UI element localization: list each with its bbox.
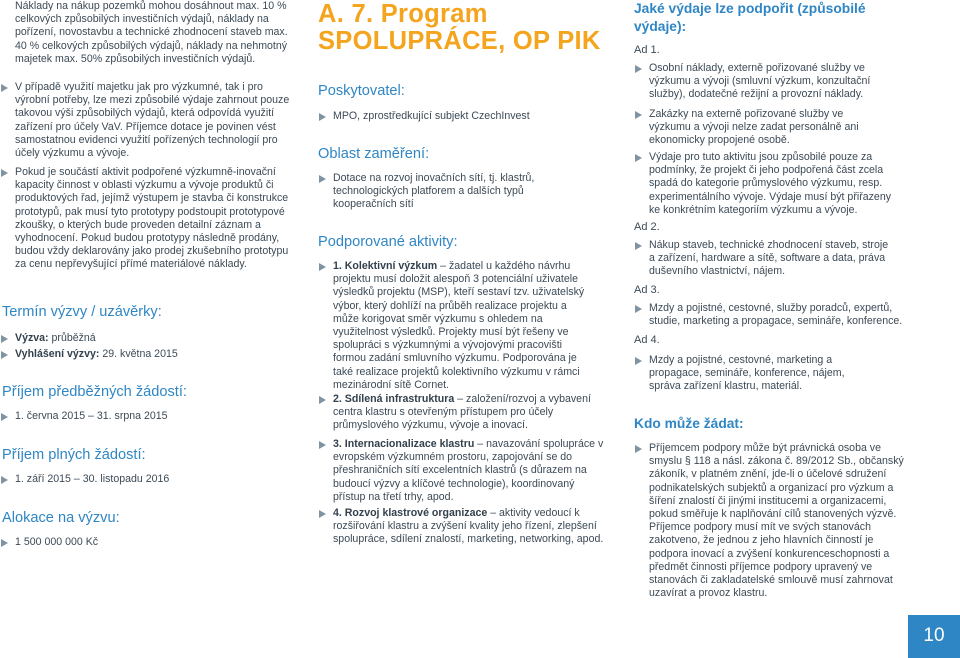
activity-2 (318, 393, 593, 433)
activity-3-text: – navazování spolupráce v evropském výzkumném prostoru, zapojování se do přeshraničních sítí excelentních klastrů (s důrazem na budoucí výzvy a klíčové technologie), koordinovaný přístup na třetí trhy, apod. (333, 438, 604, 503)
ad3-bullet-1: Mzdy a pojistné, cestovné, služby poradců, expertů, studie, marketing a propagace, semináře, konference. (634, 302, 919, 328)
page-number-box (908, 615, 960, 658)
item-poskytovatel: MPO, zprostředkující subjekt CzechInvest (318, 110, 613, 123)
ad2-label: Ad 2. (634, 221, 660, 233)
item-plne-date: 1. září 2015 – 30. listopadu 2016 (0, 473, 290, 486)
heading-poskytovatel: Poskytovatel: (318, 83, 405, 99)
heading-plne: Příjem plných žádostí: (2, 447, 146, 463)
ad3-label: Ad 3. (634, 284, 660, 296)
ad2-bullet-1: Nákup staveb, technické zhodnocení staveb, stroje a zařízení, hardware a sítě, software a data, práva duševního vlastnictví, nájem. (634, 239, 889, 279)
program-title-line2: SPOLUPRÁCE, OP PIK (318, 27, 601, 55)
heading-vydaje: Jaké výdaje lze podpořit (způsobilé výdaje): (634, 1, 866, 34)
activity-4-text: – aktivity vedoucí k rozšiřování klastru a zvýšení kvality jeho řízení, zlepšení spolupráce, sdílení znalostí, marketing, networking, apod. (333, 507, 604, 546)
program-title-line1: A. 7. Program (318, 0, 488, 28)
vyhlaseni-label: Vyhlášení výzvy: (15, 348, 100, 360)
heading-predbezne: Příjem předběžných žádostí: (2, 384, 187, 400)
item-vyhlaseni (0, 348, 290, 361)
ad1-bullet-1: Osobní náklady, externě pořizované služby ve výzkumu a vývoji (smluvní výzkum, konzultační služby), dodatečné režijní a provozní náklady. (634, 62, 899, 102)
heading-aktivity: Podporované aktivity: (318, 234, 458, 250)
page-number: 10 (923, 625, 945, 646)
ad1-bullet-2: Zakázky na externě pořizované služby ve výzkumu a vývoji nelze zadat personálně ani ekonomicky propojené osobě. (634, 108, 879, 148)
activity-1 (318, 260, 593, 392)
heading-kdo: Kdo může žádat: (634, 416, 744, 431)
item-alokace-value: 1 500 000 000 Kč (0, 536, 290, 549)
kdo-bullet-1: Příjemcem podpory může být právnická osoba ve smyslu § 118 a násl. zákona č. 89/2012 Sb., občanský zákoník, v platném znění, jde-li o účelové sdružení podnikatelských subjektů a organizací pro výzkum a šíření znalostí či jinými institucemi a organizacemi, pokud směřuje k naplňování cílů stanovených výzvě. Příjemce podpory musí mít ve svých stanovách zakotveno, že jednou z jeho hlavních činností je podpora inovací a zvýšení konkurenceschopnosti a předmět činnosti příjemce podpory upravený ve stanovách či zakladatelské smlouvě musí zahrnovat uzavírat a provoz klastru. (634, 442, 911, 600)
activity-3 (318, 438, 608, 504)
vyzva-value: průběžná (48, 332, 96, 344)
vav-usage-text-a: V případě využití majetku jak pro výzkumné, tak i pro výrobní potřeby, lze mezi způsobilé výdaje zahrnout pouze takovou výši způsobilých výdajů, která odpovídá využití zařízení pro účely VaV. (15, 81, 290, 133)
paragraph-prototypes: Pokud je součástí aktivit podpořené výzkumně-inovační kapacity činnost v oblasti výzkumu a vývoje produktů či produktových řad, jejímž výstupem je stavba či konstrukce prototypů, pak musí tyto prototypy podstoupit prototypové zkoušky, o kterých bude proveden detailní záznam a vyhodnocení. Pokud budou prototypy následně prodány, budou vždy deklarovány jako prodej zkušebního prototypu za cenu nepřevyšující přímé materiálové náklady. (0, 166, 290, 272)
vav-usage-text-b: Příjemce dotace je povinen vést samostatnou evidenci využití pořízených technologií pro účely výzkumu a vývoje. (15, 120, 278, 160)
item-vyzva (0, 332, 290, 345)
vyhlaseni-value: 29. května 2015 (99, 348, 178, 360)
heading-alokace: Alokace na výzvu: (2, 510, 120, 526)
ad1-label: Ad 1. (634, 44, 660, 56)
heading-oblast: Oblast zaměření: (318, 146, 430, 162)
activity-4-label: 4. Rozvoj klastrové organizace (333, 507, 488, 519)
activity-3-label: 3. Internacionalizace klastru (333, 438, 475, 450)
item-oblast: Dotace na rozvoj inovačních sítí, tj. klastrů, technologických platforem a dalších typů kooperačních sítí (318, 172, 563, 212)
ad4-bullet-1: Mzdy a pojistné, cestovné, marketing a propagace, semináře, konference, nájem, správa zařízení klastru, materiál. (634, 354, 879, 394)
paragraph-costs-limits: Náklady na nákup pozemků mohou dosáhnout max. 10 % celkových způsobilých investičních výdajů, náklady na pořízení, novostavbu a technické zhodnocení staveb max. 40 % celkových způsobilých výdajů, náklady na nehmotný majetek max. 50% způsobilých investičních výdajů. (15, 0, 288, 65)
activity-2-label: 2. Sdílená infrastruktura (333, 393, 455, 405)
ad1-bullet-3: Výdaje pro tuto aktivitu jsou způsobilé pouze za podmínky, že projekt či jeho podpořená část zcela spadá do kategorie průmyslového výzkumu, resp. experimentálního vývoje. Výdaje musí být přiřazeny ke konkrétním kategoriím výzkumu a vývoje. (634, 151, 899, 217)
heading-termin: Termín výzvy / uzávěrky: (2, 304, 162, 320)
activity-1-text: – žadatel u každého návrhu projektu musí doložit alespoň 3 potenciální uživatele výsledků projektu (MSP), kteří sestaví tzv. uživatelský výbor, který dohlíží na průběh realizace projektu a může korigovat směr výzkumu s ohledem na využitelnost výsledků. Projekty musí být řešeny ve spolupráci s výzkumnými a vývojovými pracovišti formou zadání smluvního výzkumu. Podporována je také realizace projektů kolektivního výzkumu v rámci mezinárodní sítě Cornet. (333, 260, 585, 391)
activity-4 (318, 507, 621, 547)
item-predbezne-date: 1. června 2015 – 31. srpna 2015 (0, 410, 290, 423)
vyzva-label: Výzva: (15, 332, 49, 344)
paragraph-vav-usage (0, 81, 290, 160)
activity-1-label: 1. Kolektivní výzkum (333, 260, 438, 272)
activity-2-text: – založení/rozvoj a vybavení centra klastru s otevřeným přístupem pro účely průmyslového výzkumu, vývoje a inovací. (333, 393, 591, 432)
ad4-label: Ad 4. (634, 334, 660, 346)
